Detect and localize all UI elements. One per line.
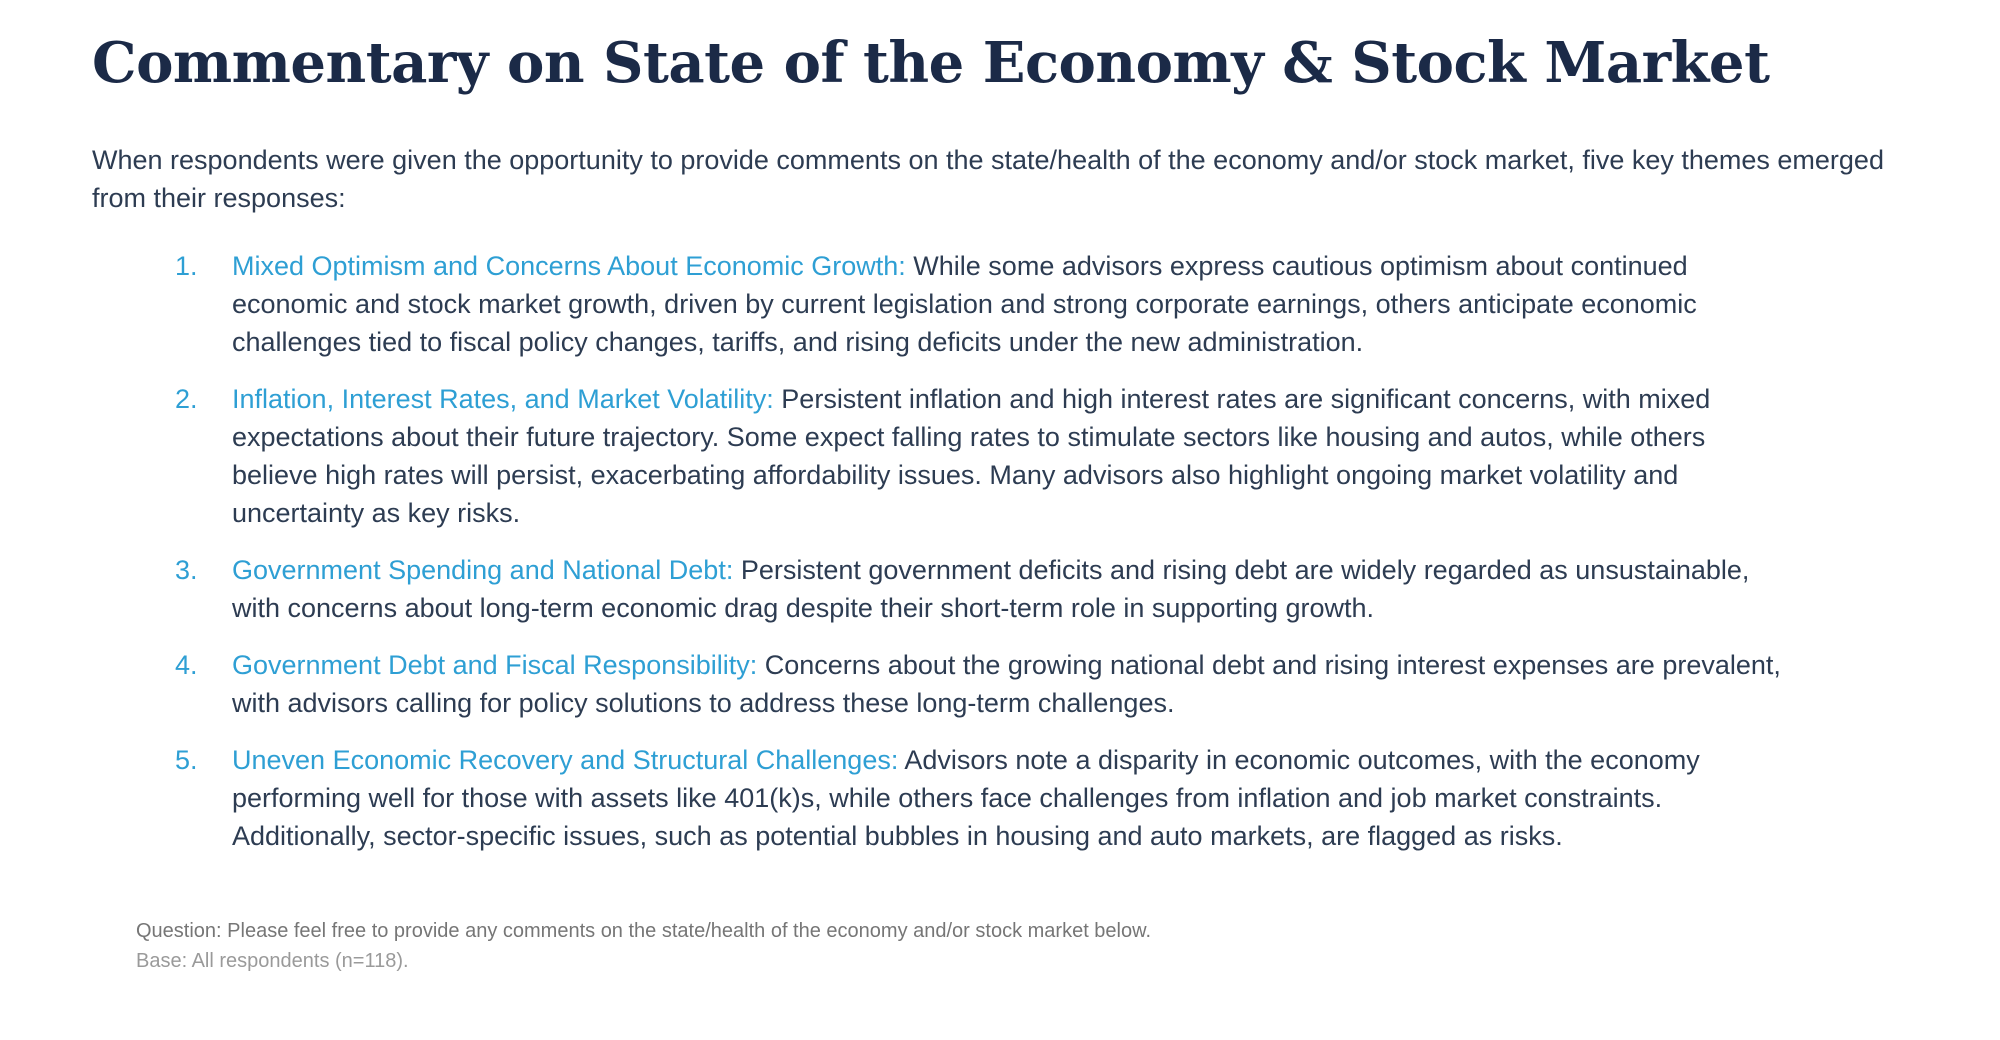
theme-body: Persistent inflation and high interest rates are significant concerns, with mixed expectations about their future trajectory. Some expect falling rates to stimulate sectors like housing and autos, while others believe high rates will persist, exacerbating affordability issues. Many advisors also highlight ongoing market volatility and uncertainty as key risks. bbox=[232, 384, 1711, 529]
themes-list bbox=[92, 247, 1910, 855]
theme-text bbox=[232, 551, 1792, 627]
theme-heading: Mixed Optimism and Concerns About Economic Growth: bbox=[232, 251, 906, 282]
theme-item-3 bbox=[92, 551, 1910, 627]
theme-item-1 bbox=[92, 247, 1910, 361]
theme-heading: Government Spending and National Debt: bbox=[232, 555, 734, 586]
theme-number: 3. bbox=[175, 555, 198, 586]
footnote-base: Base: All respondents (n=118). bbox=[136, 950, 409, 972]
theme-body: Concerns about the growing national debt and rising interest expenses are prevalent, with advisors calling for policy solutions to address these long-term challenges. bbox=[232, 650, 1781, 719]
theme-number: 1. bbox=[175, 251, 198, 282]
intro-paragraph: When respondents were given the opportunity to provide comments on the state/health of the economy and/or stock market, five key themes emerged from their responses: bbox=[92, 145, 1884, 214]
theme-heading: Uneven Economic Recovery and Structural Challenges: bbox=[232, 745, 899, 776]
theme-number: 4. bbox=[175, 650, 198, 681]
theme-item-2 bbox=[92, 380, 1910, 532]
footnote bbox=[136, 916, 1151, 976]
theme-body: Persistent government deficits and rising debt are widely regarded as unsustainable, with concerns about long-term economic drag despite their short-term role in supporting growth. bbox=[232, 555, 1750, 624]
theme-text bbox=[232, 646, 1792, 722]
theme-body: While some advisors express cautious optimism about continued economic and stock market growth, driven by current legislation and strong corporate earnings, others anticipate economic challenges tied to fiscal policy changes, tariffs, and rising deficits under the new administration. bbox=[232, 251, 1697, 358]
theme-item-4 bbox=[92, 646, 1910, 722]
theme-body: Advisors note a disparity in economic outcomes, with the economy performing well for those with assets like 401(k)s, while others face challenges from inflation and job market constraints. Additionally, sector-specific issues, such as potential bubbles in housing and auto markets, are flagged as risks. bbox=[232, 745, 1700, 852]
theme-number: 5. bbox=[175, 745, 198, 776]
page-title: Commentary on State of the Economy & Stock Market bbox=[92, 30, 1770, 96]
theme-item-5 bbox=[92, 741, 1910, 855]
theme-text bbox=[232, 741, 1792, 855]
theme-number: 2. bbox=[175, 384, 198, 415]
theme-heading: Government Debt and Fiscal Responsibility: bbox=[232, 650, 758, 681]
theme-text bbox=[232, 247, 1792, 361]
theme-heading: Inflation, Interest Rates, and Market Volatility: bbox=[232, 384, 774, 415]
theme-text bbox=[232, 380, 1792, 532]
footnote-question: Question: Please feel free to provide any comments on the state/health of the economy and/or stock market below. bbox=[136, 920, 1152, 942]
